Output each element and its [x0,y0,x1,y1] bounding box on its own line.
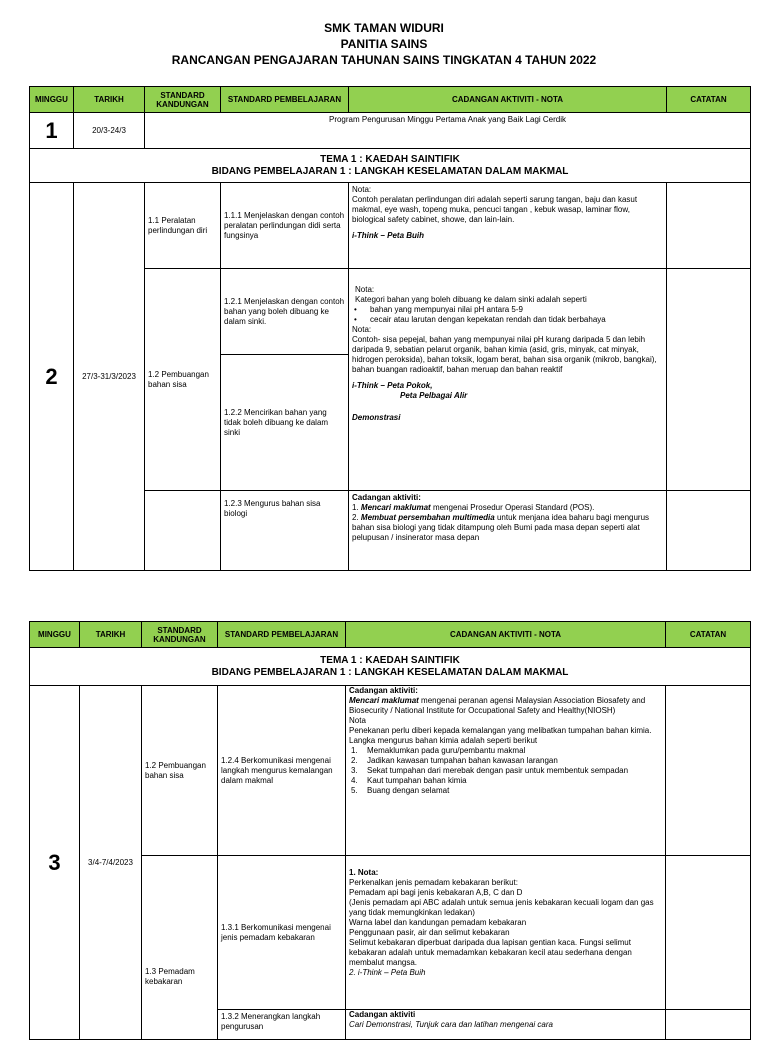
catatan-cell [667,183,751,269]
theme-title: TEMA 1 : KAEDAH SAINTIFIK [320,654,460,666]
step-list: 1. Memaklumkan pada guru/pembantu makmal 2. Jadikan kawasan tumpahan bahan kawasan larangan 3. Sekat tumpahan dari merebak dengan pasir untuk membentuk sempadan 4. Kaut tumpahan bahan kimia 5. Buang dengan selamat [351,746,629,795]
school-name: SMK TAMAN WIDURI [324,21,444,35]
col-tarikh: TARIKH [74,87,145,113]
catatan-cell [666,1010,751,1040]
standard-kandungan: 1.2 Pembuangan bahan sisa [142,686,218,856]
catatan-cell [667,491,751,571]
theme-row [30,648,751,686]
week-2-row-1 [30,183,751,269]
col-minggu: MINGGU [30,622,80,648]
standard-pembelajaran: 1.2.1 Menjelaskan dengan contoh bahan yang boleh dibuang ke dalam sinki. [221,269,349,355]
table-header-row [30,622,751,648]
standard-pembelajaran: 1.3.1 Berkomunikasi mengenai jenis pemadam kebakaran [218,856,346,1010]
week-date: 3/4-7/4/2023 [80,686,142,1040]
learning-area: BIDANG PEMBELAJARAN 1 : LANGKAH KESELAMATAN DALAM MAKMAL [211,165,569,177]
document-title: RANCANGAN PENGAJARAN TAHUNAN SAINS TINGKATAN 4 TAHUN 2022 [171,53,597,67]
catatan-cell [666,686,751,856]
bullet-list: • bahan yang mempunyai nilai pH antara 5-9 • cecair atau larutan dengan kepekatan rendah dan tidak berbahaya [352,305,663,325]
standard-kandungan [145,491,221,571]
standard-pembelajaran: 1.2.2 Mencirikan bahan yang tidak boleh dibuang ke dalam sinki [221,355,349,491]
activity-note: Nota: Contoh peralatan perlindungan diri adalah seperti sarung tangan, baju dan kasut makmal, eye wash, topeng muka, pencuci tangan , kebuk wasap, laminar flow, biological safety cabinet, showe, dan lain-lain. i-Think – Peta Buih [349,183,667,269]
table-header-row [30,87,751,113]
plan-table-2 [29,621,751,1040]
theme-heading [30,648,751,686]
activity-note: 1. Nota: Perkenalkan jenis pemadam kebakaran berikut: Pemadam api bagi jenis kebakaran A,B, C dan D (Jenis pemadam api ABC adalah untuk semua jenis kebakaran kecuali logam dan gas yang tidak memungkinkan ledakan) Warna label dan kandungan pemadam kebakaran Penggunaan pasir, air dan selimut kebakaran Selimut kebakaran diperbuat daripada dua lapisan gentian kaca. Fungsi selimut kebakaran adalah untuk memadamkan kebakaran kecil atau sederhana dengan membalut mangsa. 2. i-Think – Peta Buih [346,856,666,1010]
week-date: 20/3-24/3 [74,113,145,149]
week-number: 1 [30,113,74,149]
col-minggu: MINGGU [30,87,74,113]
col-standard-pembelajaran: STANDARD PEMBELAJARAN [221,87,349,113]
document-header [0,20,768,68]
theme-title: TEMA 1 : KAEDAH SAINTIFIK [320,153,460,165]
col-standard-pembelajaran: STANDARD PEMBELAJARAN [218,622,346,648]
col-standard-kandungan: STANDARD KANDUNGAN [142,622,218,648]
panel-name: PANITIA SAINS [340,37,428,51]
week-3-row-1 [30,686,751,856]
theme-row [30,149,751,183]
col-catatan: CATATAN [666,622,751,648]
week-number: 2 [30,183,74,571]
week-number: 3 [30,686,80,1040]
activity-note: Cadangan aktiviti: Mencari maklumat mengenai peranan agensi Malaysian Association Biosafety and Biosecurity / National Institute for Occupational Safety and Healthy(NIOSH) Nota Penekanan perlu diberi kepada kemalangan yang melibatkan tumpahan bahan kimia. Langka mengurus bahan kimia adalah seperti berikut 1. Memaklumkan pada guru/pembantu makmal 2. Jadikan kawasan tumpahan bahan kawasan larangan 3. Sekat tumpahan dari merebak dengan pasir untuk membentuk sempadan 4. Kaut tumpahan bahan kimia 5. Buang dengan selamat [346,686,666,856]
standard-pembelajaran: 1.3.2 Menerangkan langkah pengurusan [218,1010,346,1040]
col-cadangan-aktiviti: CADANGAN AKTIVITI - NOTA [346,622,666,648]
week-date: 27/3-31/3/2023 [74,183,145,571]
standard-kandungan: 1.2 Pembuangan bahan sisa [145,269,221,491]
standard-kandungan: 1.3 Pemadam kebakaran [142,856,218,1040]
col-cadangan-aktiviti: CADANGAN AKTIVITI - NOTA [349,87,667,113]
catatan-cell [666,856,751,1010]
theme-heading [30,149,751,183]
catatan-cell [667,269,751,491]
standard-kandungan: 1.1 Peralatan perlindungan diri [145,183,221,269]
plan-table-1 [29,86,751,571]
standard-pembelajaran: 1.1.1 Menjelaskan dengan contoh peralatan perlindungan didi serta fungsinya [221,183,349,269]
col-tarikh: TARIKH [80,622,142,648]
week-1-row [30,113,751,149]
learning-area: BIDANG PEMBELAJARAN 1 : LANGKAH KESELAMATAN DALAM MAKMAL [211,666,569,678]
col-catatan: CATATAN [667,87,751,113]
col-standard-kandungan: STANDARD KANDUNGAN [145,87,221,113]
standard-pembelajaran: 1.2.3 Mengurus bahan sisa biologi [221,491,349,571]
week-program: Program Pengurusan Minggu Pertama Anak yang Baik Lagi Cerdik [145,113,751,149]
activity-note: Cadangan aktiviti Cari Demonstrasi, Tunjuk cara dan latihan mengenai cara [346,1010,666,1040]
activity-note: Nota: Kategori bahan yang boleh dibuang ke dalam sinki adalah seperti • bahan yang mempunyai nilai pH antara 5-9 • cecair atau larutan dengan kepekatan rendah dan tidak berbahaya Nota: Contoh- sisa pepejal, bahan yang mempunyai nilai pH kurang daripada 5 dan lebih daripada 9, sebatian pelarut organik, bahan kimia (asid, gris, minyak, cat minyak, hidrogen peroksida), bahan toksik, logam berat, bahan sisa organik (mikrob, bangkai), bahan buangan radioaktif, bahan meruap dan bahan reaktif i-Think – Peta Pokok, Peta Pelbagai Alir Demonstrasi [349,269,667,491]
standard-pembelajaran: 1.2.4 Berkomunikasi mengenai langkah mengurus kemalangan dalam makmal [218,686,346,856]
activity-note: Cadangan aktiviti: 1. Mencari maklumat mengenai Prosedur Operasi Standard (POS). 2. Membuat persembahan multimedia untuk menjana idea baharu bagi mengurus bahan sisa biologi yang tidak ditampung oleh Bumi pada masa depan seperti alat pelupusan / insinerator masa depan [349,491,667,571]
